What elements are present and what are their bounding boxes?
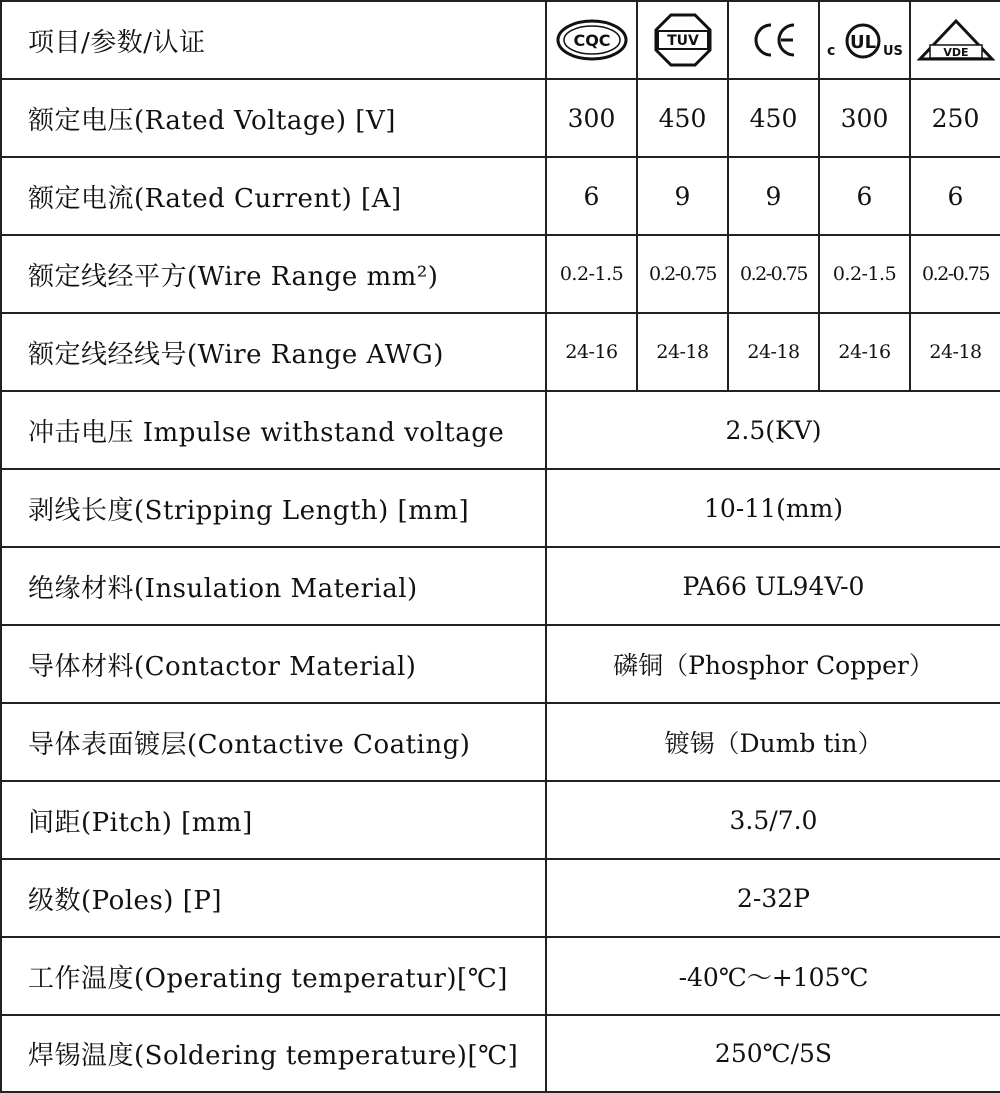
value-cell: 0.2-0.75	[637, 235, 728, 313]
row-label: 导体表面镀层(Contactive Coating)	[1, 703, 546, 781]
merged-value: 2-32P	[546, 859, 1000, 937]
row-label: 冲击电压 Impulse withstand voltage	[1, 391, 546, 469]
merged-value: 10-11(mm)	[546, 469, 1000, 547]
value-cell: 0.2-0.75	[728, 235, 819, 313]
svg-text:TUV: TUV	[666, 33, 699, 49]
value-cell: 24-16	[819, 313, 910, 391]
svg-text:VDE: VDE	[942, 46, 969, 59]
value-cell: 6	[819, 157, 910, 235]
cert-cqc	[546, 1, 637, 79]
value-cell: 24-18	[910, 313, 1000, 391]
merged-value: PA66 UL94V-0	[546, 547, 1000, 625]
value-cell: 0.2-1.5	[819, 235, 910, 313]
row-label: 额定电压(Rated Voltage) [V]	[1, 79, 546, 157]
row-impulse-voltage	[1, 391, 1000, 469]
row-label: 额定线经平方(Wire Range mm²)	[1, 235, 546, 313]
header-label: 项目/参数/认证	[1, 1, 546, 79]
svg-text:US: US	[882, 44, 903, 59]
value-cell: 0.2-1.5	[546, 235, 637, 313]
row-pitch	[1, 781, 1000, 859]
row-label: 绝缘材料(Insulation Material)	[1, 547, 546, 625]
vde-logo-icon	[916, 17, 996, 63]
value-cell: 450	[728, 79, 819, 157]
row-label: 导体材料(Contactor Material)	[1, 625, 546, 703]
row-operating-temperature	[1, 937, 1000, 1015]
svg-text:c: c	[826, 43, 835, 59]
row-poles	[1, 859, 1000, 937]
value-cell: 24-18	[637, 313, 728, 391]
row-label: 剥线长度(Stripping Length) [mm]	[1, 469, 546, 547]
svg-text:UL: UL	[849, 32, 876, 53]
merged-value: 磷铜（Phosphor Copper）	[546, 625, 1000, 703]
row-wire-range-awg	[1, 313, 1000, 391]
ce-logo-icon	[749, 17, 799, 63]
row-label: 额定电流(Rated Current) [A]	[1, 157, 546, 235]
cqc-logo-icon	[555, 17, 629, 63]
row-rated-current	[1, 157, 1000, 235]
merged-value: 2.5(KV)	[546, 391, 1000, 469]
value-cell: 0.2-0.75	[910, 235, 1000, 313]
merged-value: 镀锡（Dumb tin）	[546, 703, 1000, 781]
cert-cul-us	[819, 1, 910, 79]
cul-us-logo-icon	[825, 17, 905, 63]
row-label: 额定线经线号(Wire Range AWG)	[1, 313, 546, 391]
value-cell: 24-18	[728, 313, 819, 391]
value-cell: 300	[546, 79, 637, 157]
row-label: 焊锡温度(Soldering temperature)[℃]	[1, 1015, 546, 1092]
row-rated-voltage	[1, 79, 1000, 157]
row-stripping-length	[1, 469, 1000, 547]
value-cell: 450	[637, 79, 728, 157]
value-cell: 9	[728, 157, 819, 235]
header-row	[1, 1, 1000, 79]
value-cell: 250	[910, 79, 1000, 157]
value-cell: 300	[819, 79, 910, 157]
row-wire-range-mm2	[1, 235, 1000, 313]
row-label: 级数(Poles) [P]	[1, 859, 546, 937]
cert-tuv	[637, 1, 728, 79]
row-label: 工作温度(Operating temperatur)[℃]	[1, 937, 546, 1015]
merged-value: 250℃/5S	[546, 1015, 1000, 1092]
cert-vde	[910, 1, 1000, 79]
value-cell: 24-16	[546, 313, 637, 391]
value-cell: 6	[546, 157, 637, 235]
svg-text:CQC: CQC	[572, 31, 611, 50]
value-cell: 6	[910, 157, 1000, 235]
row-label: 间距(Pitch) [mm]	[1, 781, 546, 859]
merged-value: 3.5/7.0	[546, 781, 1000, 859]
value-cell: 9	[637, 157, 728, 235]
row-contactive-coating	[1, 703, 1000, 781]
row-contactor-material	[1, 625, 1000, 703]
row-insulation-material	[1, 547, 1000, 625]
tuv-logo-icon	[653, 12, 713, 68]
row-soldering-temperature	[1, 1015, 1000, 1092]
merged-value: -40℃～+105℃	[546, 937, 1000, 1015]
cert-ce	[728, 1, 819, 79]
